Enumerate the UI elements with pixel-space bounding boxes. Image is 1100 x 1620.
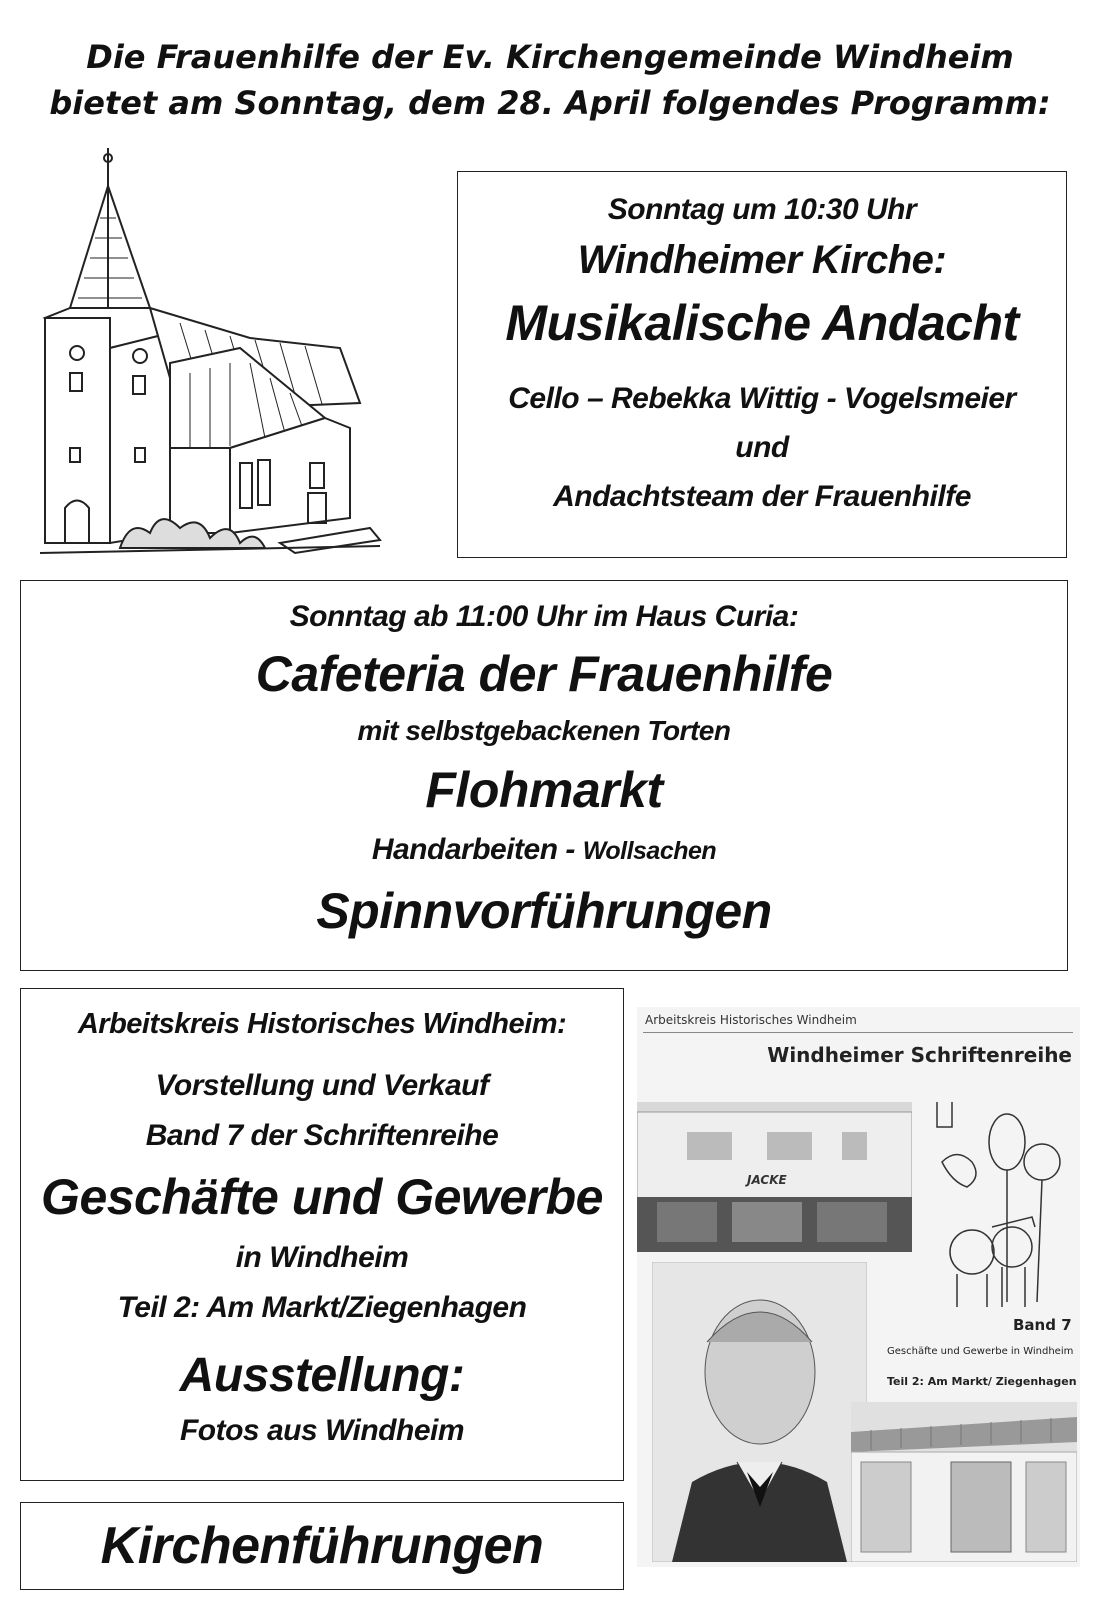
service-location: Windheimer Kirche: (577, 238, 947, 282)
flohmarkt-subtitle (21, 827, 1067, 874)
flohmarkt-title: Flohmarkt (425, 762, 663, 818)
book-sub-line: in Windheim (235, 1241, 409, 1274)
service-time: Sonntag um 10:30 Uhr (607, 193, 917, 226)
intro-line: Vorstellung und Verkauf (155, 1069, 489, 1102)
intro-line: Band 7 der Schriftenreihe (145, 1119, 499, 1152)
church-drawing (40, 148, 400, 568)
flohmarkt-sub-main: Handarbeiten - (371, 833, 575, 866)
performer-line: Andachtsteam der Frauenhilfe (553, 480, 971, 513)
cover-subtitle-2: Teil 2: Am Markt/ Ziegenhagen (887, 1375, 1077, 1388)
curia-time: Sonntag ab 11:00 Uhr im Haus Curia: (289, 600, 799, 633)
church-service-box (457, 171, 1067, 558)
cover-series: Windheimer Schriftenreihe (767, 1043, 1072, 1067)
book-cover (637, 1007, 1080, 1567)
tour-box (20, 1502, 624, 1590)
curia-box (20, 580, 1068, 971)
history-box (20, 988, 624, 1481)
flyer-header (0, 34, 1100, 126)
service-title: Musikalische Andacht (505, 295, 1019, 351)
exhibit-subtitle: Fotos aus Windheim (179, 1414, 465, 1447)
cover-band: Band 7 (1013, 1316, 1072, 1334)
book-title: Geschäfte und Gewerbe (41, 1169, 603, 1225)
cover-org: Arbeitskreis Historisches Windheim (645, 1013, 857, 1027)
cover-cartoon (927, 1102, 1077, 1317)
cover-portrait (652, 1262, 867, 1562)
service-performers (458, 374, 1066, 521)
cover-rule (643, 1032, 1073, 1033)
shop-sign: JACKE (747, 1173, 787, 1187)
tour-label: Kirchenführungen (100, 1517, 544, 1575)
cafeteria-title: Cafeteria der Frauenhilfe (255, 646, 833, 702)
flohmarkt-sub-small: Wollsachen (582, 837, 717, 865)
cover-subtitle-1: Geschäfte und Gewerbe in Windheim (887, 1346, 1074, 1357)
performer-line: und (735, 431, 789, 464)
spinn-title: Spinnvorführungen (316, 883, 772, 939)
cafeteria-subtitle: mit selbstgebackenen Torten (357, 715, 731, 746)
history-intro (21, 1061, 623, 1161)
exhibit-title: Ausstellung: (179, 1349, 465, 1402)
header-line-2: bietet am Sonntag, dem 28. April folgendes Programm: (49, 84, 1051, 122)
cover-shop-photo (637, 1102, 912, 1252)
cover-building-photo (851, 1402, 1077, 1562)
performer-line: Cello – Rebekka Wittig - Vogelsmeier (508, 382, 1016, 415)
header-line-1: Die Frauenhilfe der Ev. Kirchengemeinde Windheim (86, 38, 1014, 76)
book-sub-line: Teil 2: Am Markt/Ziegenhagen (117, 1291, 527, 1324)
history-org: Arbeitskreis Historisches Windheim: (77, 1008, 567, 1040)
book-subtitle (21, 1233, 623, 1333)
